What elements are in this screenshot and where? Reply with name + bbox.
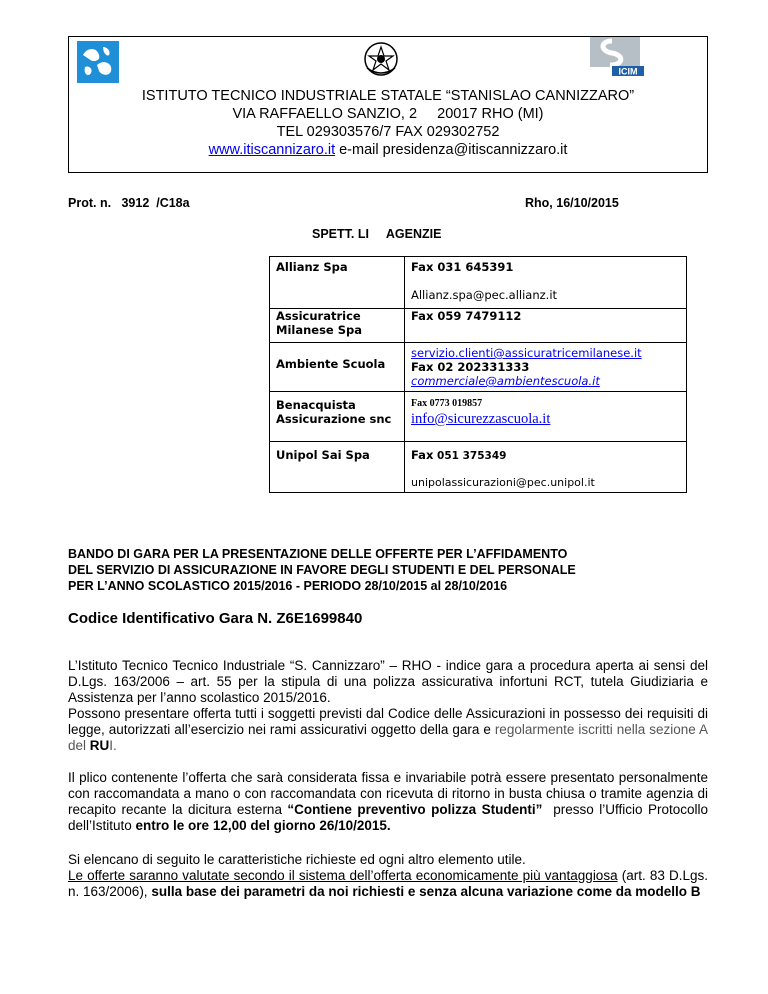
tender-title-line: DEL SERVIZIO DI ASSICURAZIONE IN FAVORE DEGLI STUDENTI E DEL PERSONALE <box>68 563 576 577</box>
table-row <box>270 392 687 442</box>
icim-logo-text: ICIM <box>618 66 638 77</box>
table-row <box>270 442 687 493</box>
tender-title-line: BANDO DI GARA PER LA PRESENTAZIONE DELLE OFFERTE PER L’AFFIDAMENTO <box>68 547 568 561</box>
table-row <box>270 257 687 309</box>
intro-text: L’Istituto Tecnico Tecnico Industriale “S. Cannizzaro” – RHO - indice gara a procedura aperta ai sensi del D.Lgs. 163/2006 – art. 55 per la stipula di una polizza assicurativa infortuni RCT, tutela Giudiziaria e Assistenza per l’anno scolastico 2015/2016. <box>68 658 708 705</box>
evaluation-criteria: Le offerte saranno valutate secondo il sistema dell’offerta economicamente più vantaggiosa (art. 83 D.Lgs. n. 163/2006), sulla base dei parametri da noi richiesti e senza alcuna variazione come da modello B <box>68 868 709 899</box>
table-row <box>270 309 687 343</box>
agency-fax: Fax 02 202331333 <box>411 360 530 374</box>
school-phone-fax: TEL 029303576/7 FAX 029302752 <box>276 124 500 140</box>
agency-contacts <box>405 343 687 392</box>
school-address: VIA RAFFAELLO SANZIO, 2 20017 RHO (MI) <box>232 106 544 122</box>
agency-email-link[interactable]: info@sicurezzascuola.it <box>411 411 551 427</box>
agency-name: Allianz Spa <box>270 257 405 309</box>
school-logo-icon <box>77 41 119 83</box>
agency-name: Benacquista Assicurazione snc <box>270 392 405 442</box>
agency-name: Ambiente Scuola <box>270 343 405 392</box>
eligibility-text: Possono presentare offerta tutti i soggetti previsti dal Codice delle Assicurazioni in possesso dei requisiti di legge, autorizzati all’esercizio nei rami assicurativi oggetto della gara e regolarmente iscritti nella sezione A del RUI. <box>68 706 709 753</box>
agency-contacts <box>405 257 687 309</box>
agency-fax: Fax 059 7479112 <box>411 309 522 323</box>
tender-title <box>68 546 708 594</box>
addressee-heading: SPETT. LI AGENZIE <box>312 227 442 241</box>
republic-emblem-icon <box>362 40 400 78</box>
submission-paragraph: Il plico contenente l’offerta che sarà considerata fissa e invariabile potrà essere presentato personalmente con raccomandata a mano o con raccomandata con ricevuta di ritorno in busta chiusa o tramite agenzia di recapito recante la dicitura esterna “Contiene preventivo polizza Studenti” presso l’Ufficio Protocollo dell’Istituto entro le ore 12,00 del giorno 26/10/2015. <box>68 770 712 833</box>
agency-name: Unipol Sai Spa <box>270 442 405 493</box>
agency-email: Allianz.spa@pec.allianz.it <box>411 288 558 302</box>
school-contacts <box>69 142 707 158</box>
agency-email-link[interactable]: servizio.clienti@assicuratricemilanese.it <box>411 346 642 360</box>
agencies-table <box>269 256 687 493</box>
tender-code: Codice Identificativo Gara N. Z6E1699840 <box>68 610 363 627</box>
agency-contacts <box>405 442 687 493</box>
school-name: ISTITUTO TECNICO INDUSTRIALE STATALE “STANISLAO CANNIZZARO” <box>141 88 635 104</box>
evaluation-intro: Si elencano di seguito le caratteristiche richieste ed ogni altro elemento utile. <box>68 852 526 867</box>
agency-fax: Fax 031 645391 <box>411 260 514 274</box>
intro-paragraph <box>68 658 708 754</box>
school-email: e-mail presidenza@itiscannizzaro.it <box>335 142 568 158</box>
evaluation-paragraph <box>68 852 708 900</box>
agency-contacts <box>405 392 687 442</box>
icim-certification-logo <box>582 37 646 77</box>
table-row <box>270 343 687 392</box>
agency-name: Assicuratrice Milanese Spa <box>270 309 405 343</box>
tender-title-line: PER L’ANNO SCOLASTICO 2015/2016 - PERIODO 28/10/2015 al 28/10/2016 <box>68 579 508 593</box>
agency-fax: Fax 0773 019857 <box>411 398 483 409</box>
place-date: Rho, 16/10/2015 <box>525 196 619 210</box>
agency-contacts <box>405 309 687 343</box>
agency-email-link[interactable]: commerciale@ambientescuola.it <box>411 374 600 388</box>
agency-fax: Fax 051 375349 <box>411 448 507 462</box>
protocol-number: Prot. n. 3912 /C18a <box>68 196 190 210</box>
agency-email: unipolassicurazioni@pec.unipol.it <box>411 476 595 489</box>
website-link[interactable]: www.itiscannizaro.it <box>208 142 336 158</box>
letterhead-box <box>68 36 708 173</box>
